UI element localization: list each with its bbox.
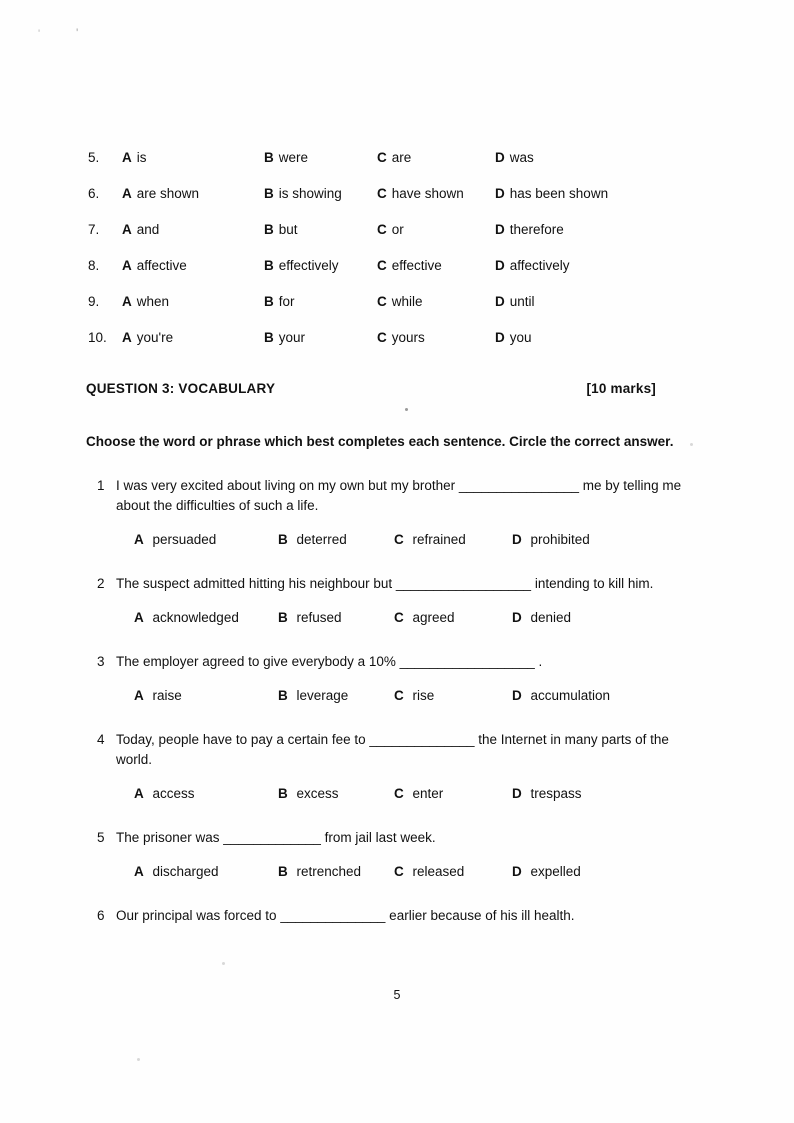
option-letter: D xyxy=(495,186,505,201)
option-letter: A xyxy=(134,532,144,547)
section-heading xyxy=(86,381,656,396)
option-text: or xyxy=(391,222,404,237)
option-text: excess xyxy=(296,786,339,801)
option-letter: C xyxy=(377,294,387,309)
option-letter: D xyxy=(512,610,522,625)
option-text: rise xyxy=(412,688,435,703)
answer-options xyxy=(134,864,708,879)
option-a[interactable] xyxy=(134,610,278,625)
option-letter: B xyxy=(264,186,274,201)
answer-options xyxy=(134,786,708,801)
option-text: effective xyxy=(391,258,442,273)
answer-options xyxy=(134,532,708,547)
option-text: affectively xyxy=(509,258,570,273)
vocab-question xyxy=(88,828,708,879)
option-text: for xyxy=(278,294,295,309)
option-a[interactable] xyxy=(122,186,264,201)
option-text: your xyxy=(278,330,306,345)
option-d[interactable] xyxy=(495,258,708,273)
option-text: you xyxy=(509,330,532,345)
option-a[interactable] xyxy=(122,294,264,309)
option-text: affective xyxy=(136,258,187,273)
mcq-row xyxy=(88,222,708,237)
option-text: effectively xyxy=(278,258,339,273)
option-b[interactable] xyxy=(264,258,377,273)
option-letter: D xyxy=(495,150,505,165)
option-c[interactable] xyxy=(377,186,495,201)
option-letter: A xyxy=(122,258,132,273)
option-letter: C xyxy=(377,258,387,273)
option-letter: C xyxy=(394,532,404,547)
option-a[interactable] xyxy=(122,150,264,165)
question-text: The suspect admitted hitting his neighbour but __________________ intending to kill him. xyxy=(116,576,654,591)
option-letter: C xyxy=(377,222,387,237)
option-a[interactable] xyxy=(134,864,278,879)
option-letter: A xyxy=(134,688,144,703)
option-a[interactable] xyxy=(122,258,264,273)
question-number: 9. xyxy=(88,294,100,309)
option-a[interactable] xyxy=(122,330,264,345)
option-letter: C xyxy=(394,864,404,879)
option-text: access xyxy=(152,786,195,801)
option-d[interactable] xyxy=(495,186,708,201)
option-text: while xyxy=(391,294,423,309)
option-letter: D xyxy=(512,864,522,879)
question-stem xyxy=(88,828,708,848)
question-number: 3 xyxy=(97,654,105,669)
option-b[interactable] xyxy=(278,532,394,547)
question-stem xyxy=(88,574,708,594)
option-text: refused xyxy=(296,610,342,625)
option-text: trespass xyxy=(530,786,582,801)
section-marks: [10 marks] xyxy=(586,381,656,396)
question-stem xyxy=(88,652,708,672)
option-letter: D xyxy=(512,786,522,801)
option-d[interactable] xyxy=(495,330,708,345)
option-text: therefore xyxy=(509,222,564,237)
option-letter: B xyxy=(278,532,288,547)
option-c[interactable] xyxy=(394,532,512,547)
option-text: denied xyxy=(530,610,572,625)
option-b[interactable] xyxy=(264,222,377,237)
option-text: yours xyxy=(391,330,425,345)
option-text: is showing xyxy=(278,186,342,201)
option-letter: D xyxy=(495,294,505,309)
option-letter: A xyxy=(134,864,144,879)
option-text: enter xyxy=(412,786,444,801)
mcq-row xyxy=(88,294,708,309)
question-number: 1 xyxy=(97,478,105,493)
option-text: deterred xyxy=(296,532,347,547)
option-letter: B xyxy=(264,258,274,273)
question-text: The prisoner was _____________ from jail last week. xyxy=(116,830,436,845)
option-text: are xyxy=(391,150,412,165)
option-letter: A xyxy=(122,150,132,165)
question-stem xyxy=(88,476,708,516)
question-text: The employer agreed to give everybody a 10% __________________ . xyxy=(116,654,543,669)
scan-artifact-icon: ' xyxy=(38,28,41,40)
option-b[interactable] xyxy=(278,688,394,703)
option-letter: A xyxy=(134,786,144,801)
page-number: 5 xyxy=(393,988,401,1002)
option-b[interactable] xyxy=(278,786,394,801)
option-letter: D xyxy=(495,330,505,345)
vocab-question xyxy=(88,652,708,703)
option-text: released xyxy=(412,864,465,879)
option-a[interactable] xyxy=(134,532,278,547)
option-text: you're xyxy=(136,330,174,345)
vocab-question xyxy=(88,574,708,625)
vocab-question xyxy=(88,906,708,926)
option-text: was xyxy=(509,150,534,165)
question-number: 8. xyxy=(88,258,100,273)
option-letter: D xyxy=(512,688,522,703)
option-d[interactable] xyxy=(495,150,708,165)
option-letter: B xyxy=(278,610,288,625)
option-letter: B xyxy=(278,688,288,703)
option-text: until xyxy=(509,294,535,309)
option-c[interactable] xyxy=(377,294,495,309)
option-d[interactable] xyxy=(512,610,708,625)
vocab-question xyxy=(88,730,708,801)
mcq-row xyxy=(88,186,708,201)
mcq-row xyxy=(88,258,708,273)
mcq-row xyxy=(88,150,708,165)
option-text: but xyxy=(278,222,298,237)
question-number: 6. xyxy=(88,186,100,201)
option-a[interactable] xyxy=(122,222,264,237)
option-c[interactable] xyxy=(394,610,512,625)
option-d[interactable] xyxy=(512,864,708,879)
option-text: and xyxy=(136,222,160,237)
option-letter: B xyxy=(264,150,274,165)
section-title: QUESTION 3: VOCABULARY xyxy=(86,381,276,396)
option-b[interactable] xyxy=(264,150,377,165)
question-stem xyxy=(88,906,708,926)
option-letter: D xyxy=(495,258,505,273)
option-letter: C xyxy=(394,786,404,801)
option-letter: C xyxy=(394,610,404,625)
option-b[interactable] xyxy=(264,330,377,345)
option-letter: A xyxy=(122,330,132,345)
option-b[interactable] xyxy=(278,864,394,879)
option-d[interactable] xyxy=(495,222,708,237)
option-c[interactable] xyxy=(377,330,495,345)
option-letter: B xyxy=(264,330,274,345)
answer-options xyxy=(134,610,708,625)
option-b[interactable] xyxy=(264,186,377,201)
option-letter: A xyxy=(122,222,132,237)
option-text: have shown xyxy=(391,186,464,201)
option-text: discharged xyxy=(152,864,219,879)
option-text: when xyxy=(136,294,170,309)
scan-speck-icon xyxy=(137,1058,140,1061)
scan-speck-icon xyxy=(222,962,225,965)
option-c[interactable] xyxy=(394,688,512,703)
option-d[interactable] xyxy=(495,294,708,309)
answer-options xyxy=(134,688,708,703)
option-text: leverage xyxy=(296,688,349,703)
question-number: 10. xyxy=(88,330,107,345)
option-text: raise xyxy=(152,688,182,703)
option-letter: A xyxy=(122,294,132,309)
option-text: refrained xyxy=(412,532,466,547)
option-c[interactable] xyxy=(377,150,495,165)
scan-artifact-icon: ' xyxy=(76,26,79,40)
question-number: 5 xyxy=(97,830,105,845)
option-text: are shown xyxy=(136,186,200,201)
option-b[interactable] xyxy=(278,610,394,625)
option-text: expelled xyxy=(530,864,581,879)
option-letter: D xyxy=(495,222,505,237)
option-text: were xyxy=(278,150,309,165)
option-text: acknowledged xyxy=(152,610,239,625)
question-number: 4 xyxy=(97,732,105,747)
option-letter: B xyxy=(278,864,288,879)
option-c[interactable] xyxy=(377,222,495,237)
vocab-question xyxy=(88,476,708,547)
option-a[interactable] xyxy=(134,688,278,703)
option-d[interactable] xyxy=(512,688,708,703)
option-c[interactable] xyxy=(394,864,512,879)
option-letter: A xyxy=(134,610,144,625)
option-letter: C xyxy=(394,688,404,703)
option-letter: C xyxy=(377,150,387,165)
option-c[interactable] xyxy=(377,258,495,273)
question-stem xyxy=(88,730,708,770)
question-number: 6 xyxy=(97,908,105,923)
question-text: I was very excited about living on my own but my brother ________________ me by telling me about the difficulties of such a life. xyxy=(116,478,682,513)
option-letter: B xyxy=(278,786,288,801)
option-d[interactable] xyxy=(512,786,708,801)
option-letter: A xyxy=(122,186,132,201)
option-c[interactable] xyxy=(394,786,512,801)
section-instruction: Choose the word or phrase which best completes each sentence. Circle the correct answer. xyxy=(86,434,674,449)
option-letter: B xyxy=(264,222,274,237)
option-text: prohibited xyxy=(530,532,590,547)
option-letter: D xyxy=(512,532,522,547)
question-number: 7. xyxy=(88,222,100,237)
option-a[interactable] xyxy=(134,786,278,801)
option-d[interactable] xyxy=(512,532,708,547)
option-letter: C xyxy=(377,186,387,201)
option-letter: C xyxy=(377,330,387,345)
option-b[interactable] xyxy=(264,294,377,309)
question-text: Today, people have to pay a certain fee to ______________ the Internet in many parts of the world. xyxy=(116,732,669,767)
question-text: Our principal was forced to ______________ earlier because of his ill health. xyxy=(116,908,575,923)
option-text: is xyxy=(136,150,147,165)
question-number: 2 xyxy=(97,576,105,591)
option-text: retrenched xyxy=(296,864,362,879)
option-text: has been shown xyxy=(509,186,609,201)
option-letter: B xyxy=(264,294,274,309)
question-number: 5. xyxy=(88,150,100,165)
option-text: accumulation xyxy=(530,688,611,703)
mcq-row xyxy=(88,330,708,345)
document-content xyxy=(88,150,708,926)
option-text: agreed xyxy=(412,610,455,625)
option-text: persuaded xyxy=(152,532,217,547)
